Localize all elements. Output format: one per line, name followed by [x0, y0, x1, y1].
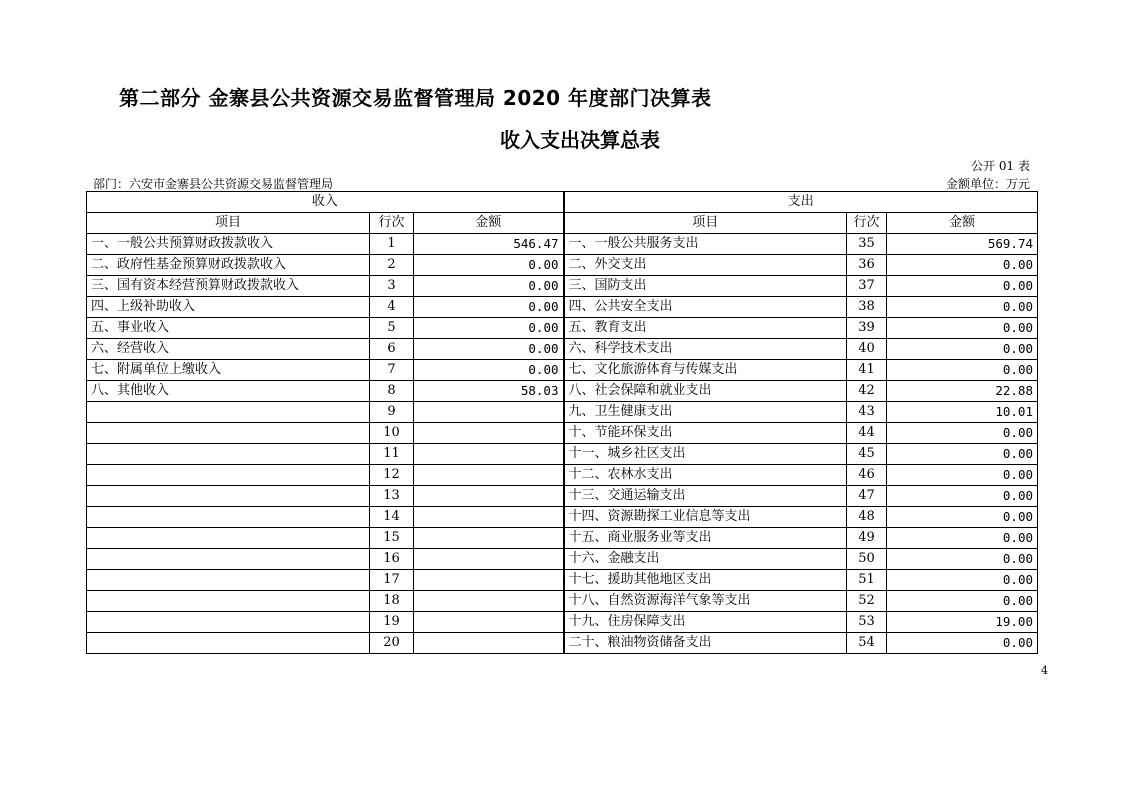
expense-row-no-cell: 43	[847, 402, 887, 423]
income-row-no-cell: 8	[370, 381, 414, 402]
table-title: 收入支出决算总表	[500, 128, 660, 152]
form-code: 公开 01 表	[971, 159, 1030, 173]
department-label: 部门：六安市金寨县公共资源交易监督管理局	[93, 177, 334, 191]
table-row	[87, 507, 1038, 528]
income-amount-cell	[414, 549, 564, 570]
income-item-cell	[87, 444, 370, 465]
expense-item-cell: 三、国防支出	[564, 276, 847, 297]
income-item-cell: 七、附属单位上缴收入	[87, 360, 370, 381]
expense-item-cell: 十七、援助其他地区支出	[564, 570, 847, 591]
income-item-cell	[87, 570, 370, 591]
table-row	[87, 381, 1038, 402]
expense-item-cell: 十一、城乡社区支出	[564, 444, 847, 465]
income-row-no-cell: 5	[370, 318, 414, 339]
income-amount-cell	[414, 444, 564, 465]
income-amount-cell	[414, 423, 564, 444]
document-title: 第二部分 金寨县公共资源交易监督管理局 2020 年度部门决算表	[119, 86, 712, 110]
income-item-cell: 二、政府性基金预算财政拨款收入	[87, 255, 370, 276]
expense-row-no-cell: 50	[847, 549, 887, 570]
expense-amount-cell: 0.00	[887, 465, 1038, 486]
income-item-cell: 六、经营收入	[87, 339, 370, 360]
expense-amount-cell: 0.00	[887, 528, 1038, 549]
table-row	[87, 234, 1038, 255]
income-row-no-cell: 10	[370, 423, 414, 444]
income-row-no-cell: 17	[370, 570, 414, 591]
page-number: 4	[1041, 664, 1048, 677]
income-row-no-cell: 13	[370, 486, 414, 507]
table-row	[87, 570, 1038, 591]
expense-item-cell: 九、卫生健康支出	[564, 402, 847, 423]
expense-amount-cell: 0.00	[887, 444, 1038, 465]
income-row-no-cell: 3	[370, 276, 414, 297]
income-item-header: 项目	[87, 213, 370, 234]
income-item-cell	[87, 465, 370, 486]
income-amount-cell	[414, 528, 564, 549]
expense-item-cell: 十二、农林水支出	[564, 465, 847, 486]
expense-amount-cell: 0.00	[887, 423, 1038, 444]
income-item-cell	[87, 507, 370, 528]
income-amount-cell	[414, 633, 564, 654]
expense-amount-cell: 0.00	[887, 570, 1038, 591]
expense-item-cell: 二十、粮油物资储备支出	[564, 633, 847, 654]
income-item-cell	[87, 423, 370, 444]
income-item-cell: 一、一般公共预算财政拨款收入	[87, 234, 370, 255]
income-amount-cell	[414, 570, 564, 591]
table-row	[87, 633, 1038, 654]
expense-amount-cell: 22.88	[887, 381, 1038, 402]
expense-row-no-cell: 46	[847, 465, 887, 486]
expense-item-cell: 二、外交支出	[564, 255, 847, 276]
section-header-row	[87, 192, 1038, 213]
expense-row-no-cell: 41	[847, 360, 887, 381]
expense-row-no-cell: 40	[847, 339, 887, 360]
expense-amount-cell: 0.00	[887, 549, 1038, 570]
income-amount-cell	[414, 402, 564, 423]
income-row-no-cell: 12	[370, 465, 414, 486]
table-row	[87, 612, 1038, 633]
expense-amount-cell: 10.01	[887, 402, 1038, 423]
expense-row-no-cell: 38	[847, 297, 887, 318]
table-row	[87, 360, 1038, 381]
income-item-cell	[87, 612, 370, 633]
table-row	[87, 423, 1038, 444]
expense-row-no-cell: 51	[847, 570, 887, 591]
expense-amount-cell: 0.00	[887, 339, 1038, 360]
expense-row-no-cell: 44	[847, 423, 887, 444]
table-row	[87, 402, 1038, 423]
income-amount-cell: 0.00	[414, 318, 564, 339]
expense-item-cell: 十四、资源勘探工业信息等支出	[564, 507, 847, 528]
column-header-row	[87, 213, 1038, 234]
expense-item-cell: 四、公共安全支出	[564, 297, 847, 318]
table-row	[87, 444, 1038, 465]
expense-item-cell: 六、科学技术支出	[564, 339, 847, 360]
table-row	[87, 549, 1038, 570]
income-amount-cell	[414, 486, 564, 507]
table-row	[87, 318, 1038, 339]
expense-amount-cell: 0.00	[887, 276, 1038, 297]
expense-row-no-cell: 39	[847, 318, 887, 339]
income-row-no-cell: 7	[370, 360, 414, 381]
income-amount-cell: 0.00	[414, 276, 564, 297]
expense-item-cell: 十六、金融支出	[564, 549, 847, 570]
income-amount-cell: 0.00	[414, 255, 564, 276]
income-row-no-cell: 18	[370, 591, 414, 612]
income-item-cell	[87, 549, 370, 570]
income-expense-table	[86, 191, 1038, 654]
income-section-header: 收入	[87, 192, 564, 213]
expense-amount-cell: 0.00	[887, 486, 1038, 507]
income-item-cell: 四、上级补助收入	[87, 297, 370, 318]
income-amount-header: 金额	[414, 213, 564, 234]
income-item-cell	[87, 528, 370, 549]
income-row-no-cell: 19	[370, 612, 414, 633]
expense-amount-cell: 0.00	[887, 255, 1038, 276]
expense-row-no-cell: 48	[847, 507, 887, 528]
expense-row-no-cell: 37	[847, 276, 887, 297]
expense-row-no-cell: 42	[847, 381, 887, 402]
income-amount-cell	[414, 612, 564, 633]
income-item-cell: 八、其他收入	[87, 381, 370, 402]
table-row	[87, 465, 1038, 486]
income-amount-cell: 58.03	[414, 381, 564, 402]
income-row-no-cell: 9	[370, 402, 414, 423]
expense-row-no-cell: 47	[847, 486, 887, 507]
income-row-no-cell: 15	[370, 528, 414, 549]
expense-item-cell: 十八、自然资源海洋气象等支出	[564, 591, 847, 612]
expense-row-no-cell: 49	[847, 528, 887, 549]
income-item-cell: 五、事业收入	[87, 318, 370, 339]
expense-row-no-cell: 54	[847, 633, 887, 654]
income-row-no-cell: 2	[370, 255, 414, 276]
table-row	[87, 255, 1038, 276]
income-amount-cell: 0.00	[414, 360, 564, 381]
income-row-no-cell: 11	[370, 444, 414, 465]
expense-item-cell: 五、教育支出	[564, 318, 847, 339]
expense-row-no-cell: 45	[847, 444, 887, 465]
income-item-cell	[87, 402, 370, 423]
expense-item-cell: 一、一般公共服务支出	[564, 234, 847, 255]
expense-amount-cell: 0.00	[887, 318, 1038, 339]
expense-amount-header: 金额	[887, 213, 1038, 234]
table-row	[87, 339, 1038, 360]
table-row	[87, 591, 1038, 612]
expense-amount-cell: 19.00	[887, 612, 1038, 633]
income-amount-cell	[414, 591, 564, 612]
expense-amount-cell: 0.00	[887, 507, 1038, 528]
income-amount-cell: 546.47	[414, 234, 564, 255]
income-row-no-header: 行次	[370, 213, 414, 234]
expense-row-no-cell: 35	[847, 234, 887, 255]
table-row	[87, 276, 1038, 297]
table-row	[87, 486, 1038, 507]
expense-item-cell: 十九、住房保障支出	[564, 612, 847, 633]
income-row-no-cell: 14	[370, 507, 414, 528]
income-row-no-cell: 16	[370, 549, 414, 570]
expense-section-header: 支出	[564, 192, 1038, 213]
table-row	[87, 528, 1038, 549]
expense-item-header: 项目	[564, 213, 847, 234]
expense-item-cell: 十五、商业服务业等支出	[564, 528, 847, 549]
expense-row-no-cell: 52	[847, 591, 887, 612]
expense-amount-cell: 0.00	[887, 591, 1038, 612]
income-amount-cell: 0.00	[414, 339, 564, 360]
expense-item-cell: 七、文化旅游体育与传媒支出	[564, 360, 847, 381]
expense-row-no-header: 行次	[847, 213, 887, 234]
expense-item-cell: 十三、交通运输支出	[564, 486, 847, 507]
expense-row-no-cell: 53	[847, 612, 887, 633]
table-row	[87, 297, 1038, 318]
income-item-cell: 三、国有资本经营预算财政拨款收入	[87, 276, 370, 297]
income-amount-cell	[414, 465, 564, 486]
income-row-no-cell: 20	[370, 633, 414, 654]
expense-item-cell: 八、社会保障和就业支出	[564, 381, 847, 402]
income-amount-cell: 0.00	[414, 297, 564, 318]
unit-label: 金额单位：万元	[945, 177, 1030, 191]
income-item-cell	[87, 591, 370, 612]
income-item-cell	[87, 486, 370, 507]
expense-amount-cell: 0.00	[887, 360, 1038, 381]
income-row-no-cell: 6	[370, 339, 414, 360]
expense-item-cell: 十、节能环保支出	[564, 423, 847, 444]
income-row-no-cell: 4	[370, 297, 414, 318]
expense-amount-cell: 0.00	[887, 633, 1038, 654]
expense-amount-cell: 0.00	[887, 297, 1038, 318]
expense-amount-cell: 569.74	[887, 234, 1038, 255]
income-item-cell	[87, 633, 370, 654]
expense-row-no-cell: 36	[847, 255, 887, 276]
income-row-no-cell: 1	[370, 234, 414, 255]
income-amount-cell	[414, 507, 564, 528]
